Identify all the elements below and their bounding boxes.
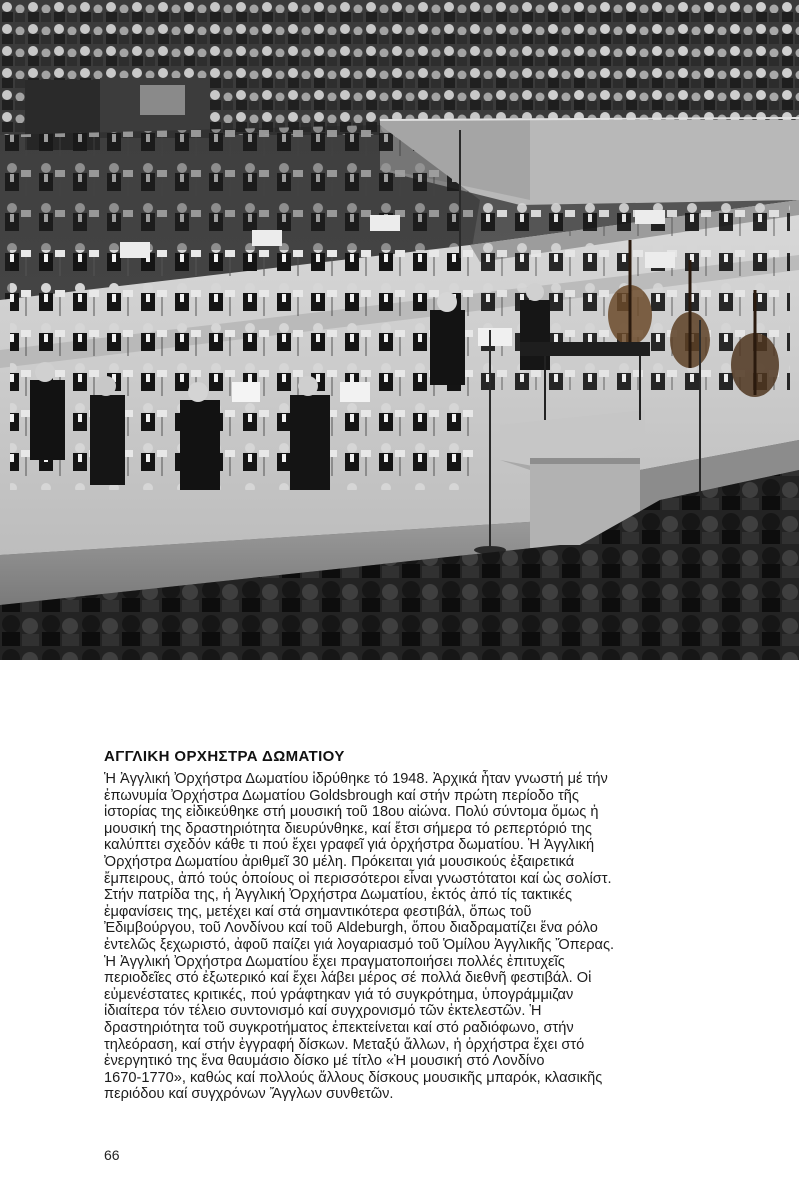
article-line: 1670-1770», καθώς καί πολλούς ἄλλους δίσκους μουσικῆς μπαρόκ, κλασικῆς	[104, 1069, 603, 1086]
article-line: εὐμενέστατες κριτικές, πού γράφτηκαν γιά τό συγκρότημα, ὑπογράμμιζαν	[104, 986, 574, 1003]
article-line: περιοδεῖες στό ἐξωτερικό καί ἔχει λάβει μέρος σέ πολλά διεθνῆ φεστιβάλ. Οἱ	[104, 970, 592, 987]
article-line: δραστηριότητα τοῦ συγκροτήματος ἐπεκτείνεται καί στό ραδιόφωνο, στήν	[104, 1019, 574, 1036]
article-line: μουσική της δραστηριότητα διευρύνθηκε, καί ἔτσι σήμερα τό ρεπερτόριό της	[104, 820, 592, 837]
page-number: 66	[104, 1147, 120, 1163]
article-line: ἐνεργητικό της ἕνα θαυμάσιο δίσκο μέ τίτλο «Ἡ μουσική στό Λονδίνο	[104, 1053, 545, 1070]
article-line: ἐμφανίσεις της, μετέχει καί στά σημαντικότερα φεστιβάλ, ὅπως τοῦ	[104, 903, 532, 920]
article-line: περιόδου καί συγχρόνων Ἄγγλων συνθετῶν.	[104, 1086, 394, 1103]
article-line: Ὀρχήστρα Δωματίου ἀριθμεῖ 30 μέλη. Πρόκειται γιά μουσικούς ἐξαιρετικά	[104, 853, 575, 870]
article-line: ἔμπειρους, ἀπό τούς ὁποίους οἱ περισσότεροι εἶναι γνωστότατοι καί ὡς σολίστ.	[104, 870, 612, 887]
article-body	[104, 771, 794, 1103]
article-line: Ἡ Ἀγγλική Ὀρχήστρα Δωματίου ἔχει πραγματοποιήσει πολλές ἐπιτυχεῖς	[104, 953, 565, 970]
article-line: Στήν πατρίδα της, ἡ Ἀγγλική Ὀρχήστρα Δωματίου, ἐκτός ἀπό τίς τακτικές	[104, 887, 573, 904]
article-line: Ἡ Ἀγγλική Ὀρχήστρα Δωματίου ἱδρύθηκε τό 1948. Ἀρχικά ἦταν γνωστή μέ τήν	[104, 771, 608, 787]
article-line: τηλεόραση, καί στήν ἐγγραφή δίσκων. Μεταξύ ἄλλων, ἡ ὀρχήστρα ἔχει στό	[104, 1036, 585, 1053]
article-heading: ΑΓΓΛΙΚΗ ΟΡΧΗΣΤΡΑ ΔΩΜΑΤΙΟΥ	[104, 748, 345, 765]
article-line: ἐντελῶς ξεχωριστό, ἀφοῦ παίζει γιά λογαριασμό τοῦ Ὁμίλου Ἀγγλικῆς Ὄπερας.	[104, 936, 615, 953]
article-line: ἰδιαίτερα τόν τέλειο συντονισμό καί συγχρονισμό τῶν ἐκτελεστῶν. Ἡ	[104, 1003, 542, 1020]
article-line: καλύπτει σχεδόν κάθε τι πού ἔχει γραφεῖ γιά ὀρχήστρα δωματίου. Ἡ Ἀγγλική	[104, 837, 595, 854]
article-line: ἱστορίας της εἰδικεύθηκε στή μουσική τοῦ 18ου αἰώνα. Πολύ σύντομα ὅμως ἡ	[104, 804, 599, 821]
article-line: ἐπωνυμία Ὀρχήστρα Δωματίου Goldsbrough καί στήν πρώτη περίοδο τῆς	[104, 787, 579, 804]
article-line: Ἐδιμβούργου, τοῦ Λονδίνου καί τοῦ Aldeburgh, ὅπου διαδραματίζει ἕνα ρόλο	[104, 920, 598, 937]
article	[104, 748, 794, 1103]
